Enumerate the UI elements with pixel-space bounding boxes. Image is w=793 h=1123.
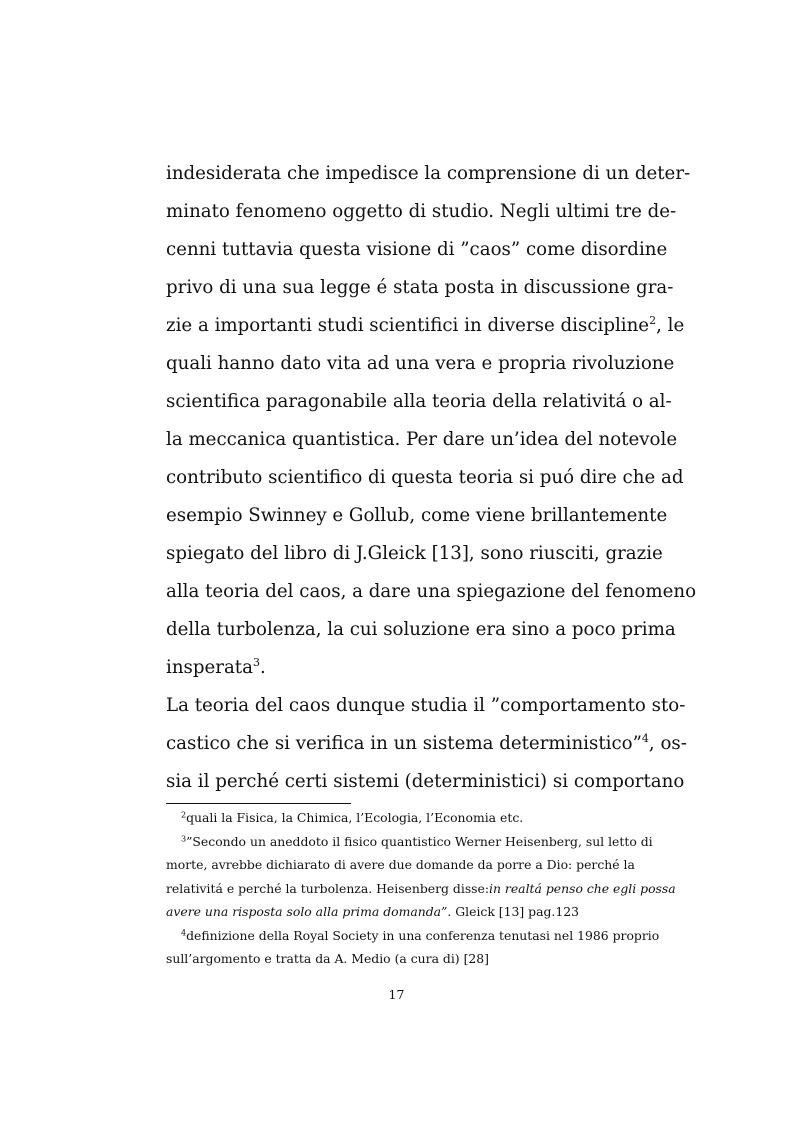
footnote-rule — [166, 803, 351, 804]
body-line: La teoria del caos dunque studia il ”comportamento sto- — [166, 695, 686, 716]
body-line — [166, 307, 685, 345]
footnote-mark: 4 — [181, 928, 187, 938]
footnote-text: relativitá e perché la turbolenza. Heisenberg disse: — [166, 880, 490, 896]
footnote-mark: 2 — [181, 810, 187, 820]
body-line-tail: , le — [656, 315, 685, 336]
footnote-ref-3: 3 — [252, 656, 260, 670]
body-line: quali hanno dato vita ad una vera e propria rivoluzione — [166, 353, 675, 374]
body-line — [166, 649, 628, 687]
body-line: scientifica paragonabile alla teoria della relativitá o al- — [166, 391, 672, 412]
body-line-text: castico che si verifica in un sistema deterministico” — [166, 733, 642, 754]
footnotes — [166, 806, 676, 971]
body-line: della turbolenza, la cui soluzione era sino a poco prima — [166, 619, 676, 640]
footnote-text: Gleick [13] pag.123 — [451, 904, 580, 919]
body-line: indesiderata che impedisce la comprensione di un deter- — [166, 163, 691, 184]
footnote-3-line — [166, 900, 628, 924]
body-line-text: zie a importanti studi scientifici in diverse discipline — [166, 315, 650, 336]
footnote-mark: 3 — [181, 834, 187, 844]
body-line: la meccanica quantistica. Per dare un’idea del notevole — [166, 429, 678, 450]
footnote-4-line: sull’argomento e tratta da A. Medio (a cura di) [28] — [166, 951, 490, 966]
footnote-text: quali la Fisica, la Chimica, l’Ecologia, l’Economia etc. — [186, 810, 524, 825]
body-line: contributo scientifico di questa teoria si puó dire che ad — [166, 467, 684, 488]
body-line — [166, 725, 687, 763]
body-line: privo di una sua legge é stata posta in discussione gra- — [166, 277, 674, 298]
body-line-tail: , os- — [648, 733, 687, 754]
footnote-text: definizione della Royal Society in una conferenza tenutasi nel 1986 proprio — [186, 927, 660, 943]
footnote-2 — [166, 806, 628, 830]
footnote-3 — [166, 830, 653, 854]
footnote-text: ”Secondo un aneddoto il fisico quantistico Werner Heisenberg, sul letto di — [186, 833, 653, 849]
body-line: alla teoria del caos, a dare una spiegazione del fenomeno — [166, 581, 697, 602]
body-line: cenni tuttavia questa visione di ”caos” come disordine — [166, 239, 668, 260]
footnote-3-line: morte, avrebbe dichiarato di avere due domande da porre a Dio: perché la — [166, 857, 635, 872]
footnote-ref-4: 4 — [641, 732, 649, 746]
body-line: minato fenomeno oggetto di studio. Negli ultimi tre de- — [166, 201, 677, 222]
body-line: esempio Swinney e Gollub, come viene brillantemente — [166, 505, 668, 526]
footnote-quote: in realtá penso che egli possa — [489, 880, 676, 896]
body-line-tail: . — [259, 657, 266, 678]
body-text — [166, 155, 697, 801]
body-line: spiegato del libro di J.Gleick [13], sono riusciti, grazie — [166, 543, 663, 564]
footnote-4 — [166, 924, 660, 948]
page-number: 17 — [388, 987, 405, 1002]
body-line-text: insperata — [166, 657, 253, 678]
body-line: sia il perché certi sistemi (deterministici) si comportano — [166, 771, 685, 792]
footnote-ref-2: 2 — [649, 314, 657, 328]
footnote-quote: avere una risposta solo alla prima domanda”. — [166, 904, 452, 919]
footnote-3-line — [166, 877, 676, 901]
